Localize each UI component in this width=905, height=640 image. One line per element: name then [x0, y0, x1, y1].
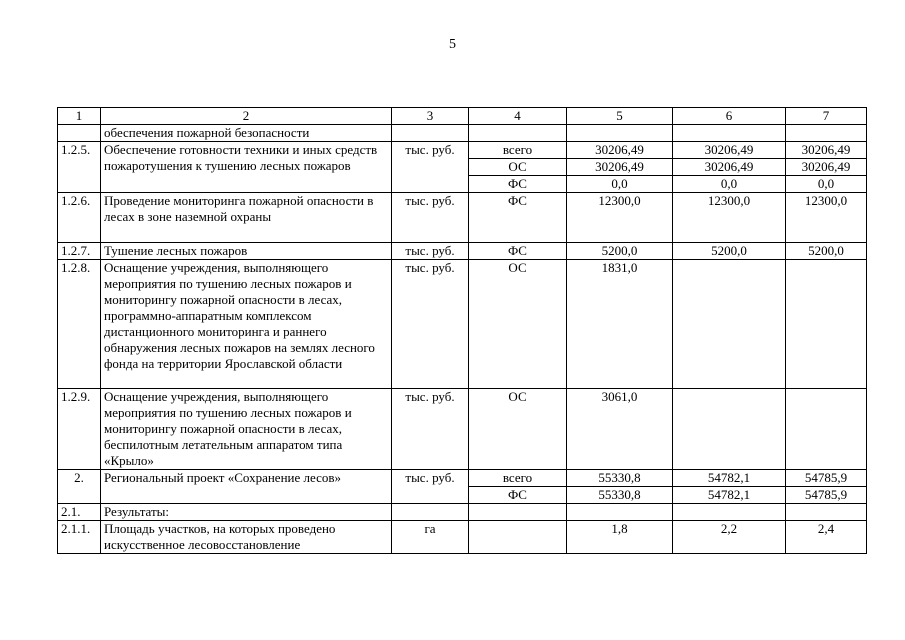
table-row: [58, 243, 867, 260]
row-value-7: 5200,0: [786, 243, 867, 260]
row-source: ФС: [469, 176, 567, 193]
row-value-7: [786, 125, 867, 142]
row-source: [469, 125, 567, 142]
row-value-7: 30206,49: [786, 159, 867, 176]
row-number: 2.1.: [58, 504, 101, 521]
row-value-7: [786, 504, 867, 521]
row-source: ОС: [469, 159, 567, 176]
row-unit: тыс. руб.: [392, 243, 469, 260]
table-row: [58, 125, 867, 142]
table-row: [58, 504, 867, 521]
header-cell-6: 6: [673, 108, 786, 125]
row-unit: [392, 125, 469, 142]
header-cell-5: 5: [567, 108, 673, 125]
table-row: [58, 260, 867, 389]
row-value-7: 30206,49: [786, 142, 867, 159]
row-name: Оснащение учреждения, выполняющего мероприятия по тушению лесных пожаров и мониторингу пожарной опасности в лесах, беспилотным летательным аппаратом типа «Крыло»: [101, 389, 392, 470]
row-value-5: [567, 504, 673, 521]
row-value-6: 54782,1: [673, 487, 786, 504]
row-value-5: 5200,0: [567, 243, 673, 260]
row-unit: тыс. руб.: [392, 470, 469, 504]
row-unit: тыс. руб.: [392, 193, 469, 243]
row-name: обеспечения пожарной безопасности: [101, 125, 392, 142]
row-source: [469, 504, 567, 521]
row-value-6: 30206,49: [673, 142, 786, 159]
row-source: ФС: [469, 487, 567, 504]
row-number: 1.2.7.: [58, 243, 101, 260]
row-name: Оснащение учреждения, выполняющего мероприятия по тушению лесных пожаров и мониторингу пожарной опасности в лесах, программно-аппаратным комплексом дистанционного мониторинга и раннего обнаружения лесных пожаров на землях лесного фонда на территории Ярославской области: [101, 260, 392, 389]
row-value-7: 12300,0: [786, 193, 867, 243]
row-value-5: 1831,0: [567, 260, 673, 389]
row-value-5: 3061,0: [567, 389, 673, 470]
table-row: [58, 389, 867, 470]
row-value-6: 2,2: [673, 521, 786, 554]
header-cell-2: 2: [101, 108, 392, 125]
row-unit: га: [392, 521, 469, 554]
row-unit: тыс. руб.: [392, 142, 469, 193]
row-source: [469, 521, 567, 554]
row-value-6: [673, 260, 786, 389]
row-value-7: 0,0: [786, 176, 867, 193]
row-value-5: 1,8: [567, 521, 673, 554]
row-value-7: [786, 389, 867, 470]
row-number: 2.: [58, 470, 101, 504]
row-value-5: 0,0: [567, 176, 673, 193]
row-number: 1.2.6.: [58, 193, 101, 243]
row-source: ОС: [469, 389, 567, 470]
row-number: 2.1.1.: [58, 521, 101, 554]
table-row: [58, 470, 867, 487]
row-source: ФС: [469, 193, 567, 243]
row-value-6: [673, 389, 786, 470]
row-value-5: 30206,49: [567, 142, 673, 159]
row-name: Обеспечение готовности техники и иных средств пожаротушения к тушению лесных пожаров: [101, 142, 392, 193]
row-value-7: [786, 260, 867, 389]
row-value-5: 55330,8: [567, 487, 673, 504]
row-name: Региональный проект «Сохранение лесов»: [101, 470, 392, 504]
row-unit: тыс. руб.: [392, 389, 469, 470]
table-row: [58, 142, 867, 159]
row-unit: тыс. руб.: [392, 260, 469, 389]
row-value-7: 2,4: [786, 521, 867, 554]
row-number: 1.2.5.: [58, 142, 101, 193]
row-value-6: [673, 125, 786, 142]
table-row: [58, 193, 867, 243]
row-value-7: 54785,9: [786, 470, 867, 487]
row-value-5: 30206,49: [567, 159, 673, 176]
page-number: 5: [449, 37, 456, 52]
row-source: ФС: [469, 243, 567, 260]
row-value-6: 0,0: [673, 176, 786, 193]
row-number: 1.2.9.: [58, 389, 101, 470]
row-value-5: 12300,0: [567, 193, 673, 243]
header-cell-4: 4: [469, 108, 567, 125]
row-name: Тушение лесных пожаров: [101, 243, 392, 260]
row-source: ОС: [469, 260, 567, 389]
row-value-6: 12300,0: [673, 193, 786, 243]
row-value-6: 30206,49: [673, 159, 786, 176]
row-value-6: [673, 504, 786, 521]
row-name: Результаты:: [101, 504, 392, 521]
row-source: всего: [469, 470, 567, 487]
row-value-7: 54785,9: [786, 487, 867, 504]
header-cell-3: 3: [392, 108, 469, 125]
row-value-6: 54782,1: [673, 470, 786, 487]
row-source: всего: [469, 142, 567, 159]
header-row: [58, 108, 867, 125]
header-cell-1: 1: [58, 108, 101, 125]
row-value-5: 55330,8: [567, 470, 673, 487]
table-row: [58, 521, 867, 554]
row-name: Площадь участков, на которых проведено искусственное лесовосстановление: [101, 521, 392, 554]
row-name: Проведение мониторинга пожарной опасности в лесах в зоне наземной охраны: [101, 193, 392, 243]
row-number: [58, 125, 101, 142]
program-table: [57, 107, 867, 554]
row-value-6: 5200,0: [673, 243, 786, 260]
row-unit: [392, 504, 469, 521]
header-cell-7: 7: [786, 108, 867, 125]
row-value-5: [567, 125, 673, 142]
row-number: 1.2.8.: [58, 260, 101, 389]
